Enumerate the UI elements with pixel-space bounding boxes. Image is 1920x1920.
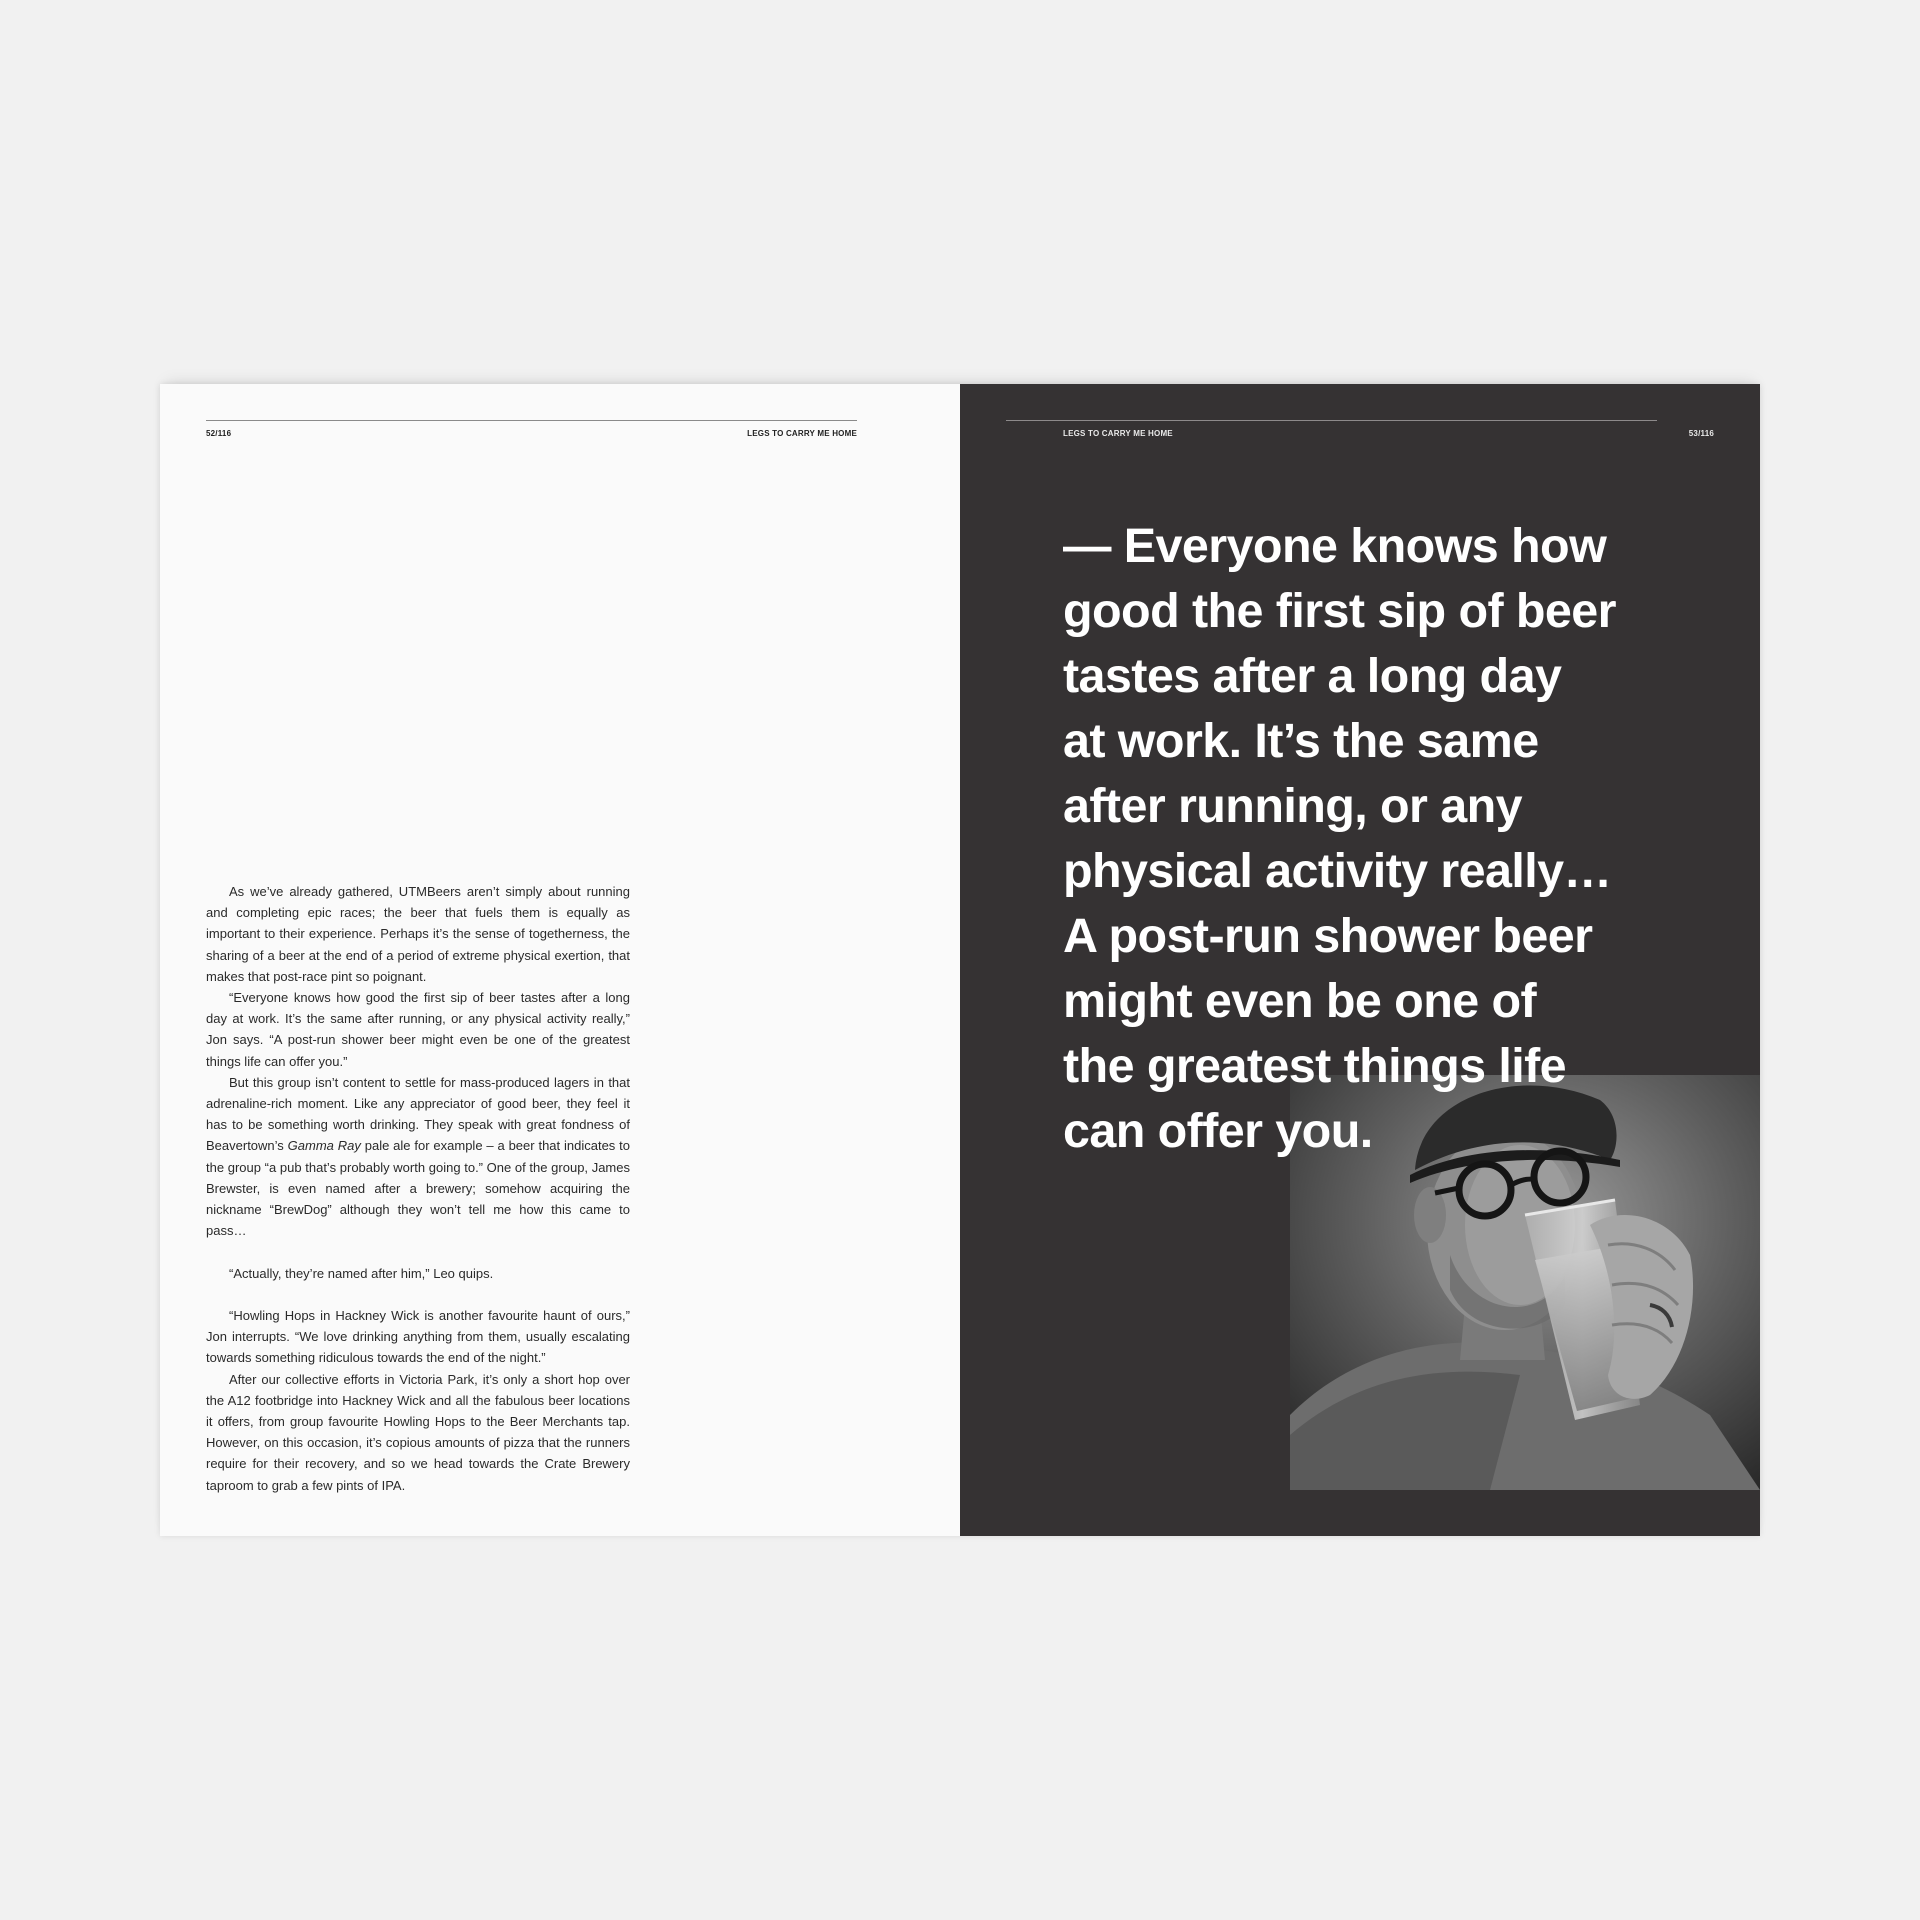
pull-quote-line: can offer you.: [1063, 1104, 1373, 1158]
pull-quote-line: good the first sip of beer: [1063, 584, 1616, 638]
right-page: [960, 384, 1760, 1536]
paragraph: “Everyone knows how good the first sip of beer tastes after a long day at work. It’s the same after running, or any physical activity really,” Jon says. “A post-run shower beer might even be one of the greatest things life can offer you.”: [206, 990, 630, 1069]
pull-quote-line: after running, or any: [1063, 779, 1522, 833]
page-number: 53/116: [1688, 429, 1714, 438]
paragraph: [206, 1072, 630, 1242]
pull-quote: [1063, 514, 1703, 1164]
pull-quote-line: the greatest things life: [1063, 1039, 1567, 1093]
left-page: [160, 384, 960, 1536]
magazine-spread: [160, 384, 1760, 1536]
pull-quote-line: at work. It’s the same: [1063, 714, 1539, 768]
running-head: LEGS TO CARRY ME HOME: [1063, 429, 1173, 438]
article-body: [206, 881, 630, 1496]
paragraph-text: But this group isn’t content to settle for mass-produced lagers in that adrenaline-rich moment. Like any appreciator of good beer, they feel it has to be something worth drinking. They speak with great fondness of Beavertown’s: [206, 1074, 630, 1154]
page-number: 52/116: [206, 429, 232, 438]
pull-quote-line: — Everyone knows how: [1063, 519, 1607, 573]
pull-quote-line: physical activity really…: [1063, 844, 1612, 898]
paragraph: “Actually, they’re named after him,” Leo quips.: [229, 1265, 494, 1281]
paragraph: After our collective efforts in Victoria Park, it’s only a short hop over the A12 footbridge into Hackney Wick and all the fabulous beer locations it offers, from group favourite Howling Hops to the Beer Merchants tap. However, on this occasion, it’s copious amounts of pizza that the runners require for their recovery, and so we head towards the Crate Brewery taproom to grab a few pints of IPA.: [206, 1371, 630, 1493]
pull-quote-line: might even be one of: [1063, 974, 1537, 1028]
paragraph: “Howling Hops in Hackney Wick is another favourite haunt of ours,” Jon interrupts. “We love drinking anything from them, usually escalating towards something ridiculous towards the end of the night.”: [206, 1308, 630, 1366]
paragraph: As we’ve already gathered, UTMBeers aren’t simply about running and completing epic races; the beer that fuels them is equally as important to their experience. Perhaps it’s the sense of togetherness, the sharing of a beer at the end of a period of extreme physical exertion, that makes that post-race pint so poignant.: [206, 884, 630, 984]
running-head: LEGS TO CARRY ME HOME: [747, 429, 857, 438]
header-rule: [206, 420, 857, 421]
pull-quote-line: tastes after a long day: [1063, 649, 1562, 703]
header-rule: [1006, 420, 1657, 421]
pull-quote-line: A post-run shower beer: [1063, 909, 1593, 963]
paragraph-text: pale ale for example – a beer that indicates to the group “a pub that’s probably worth going to.” One of the group, James Brewster, is even named after a brewery; somehow acquiring the nickname “BrewDog” although they won’t tell me how this came to pass…: [206, 1138, 631, 1239]
beer-name-italic: Gamma Ray: [287, 1138, 361, 1154]
